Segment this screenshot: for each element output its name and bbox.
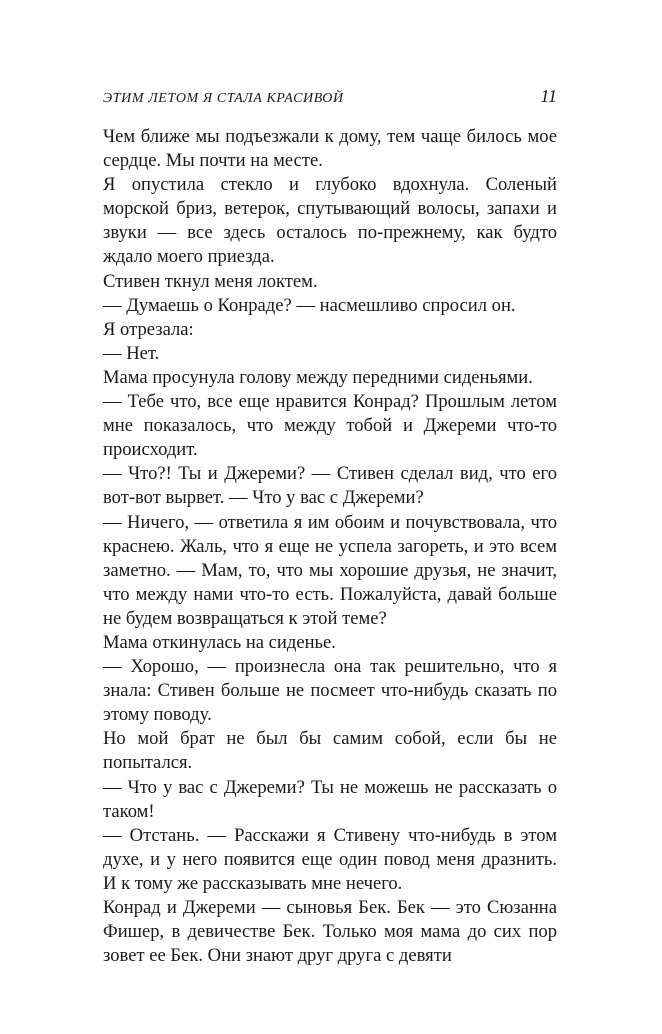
paragraph: — Думаешь о Конраде? — насмешливо спросил он.	[103, 294, 516, 316]
paragraph: Мама откинулась на сиденье.	[103, 631, 336, 653]
paragraph: Я отрезала:	[103, 318, 194, 340]
paragraph: — Что?! Ты и Джереми? — Стивен сделал вид, что его вот-вот вырвет. — Что у вас с Джереми?	[103, 463, 557, 509]
paragraph: Я опустила стекло и глубоко вдохнула. Соленый морской бриз, ветерок, спутывающий волосы, запахи и звуки — все здесь осталось по-прежнему, как будто ждало моего приезда.	[103, 174, 557, 268]
paragraph: — Тебе что, все еще нравится Конрад? Прошлым летом мне показалось, что между тобой и Джереми что-то происходит.	[103, 391, 557, 461]
paragraph: Мама просунула голову между передними сиденьями.	[103, 366, 533, 388]
body-text	[103, 125, 557, 968]
paragraph: Конрад и Джереми — сыновья Бек. Бек — это Сюзанна Фишер, в девичестве Бек. Только моя мама до сих пор зовет ее Бек. Они знают друг друга с девяти	[103, 897, 557, 967]
paragraph: — Ничего, — ответила я им обоим и почувствовала, что краснею. Жаль, что я еще не успела загореть, и это всем заметно. — Мам, то, что мы хорошие друзья, не значит, что между нами что-то есть. Пожалуйста, давай больше не будем возвращаться к этой теме?	[103, 511, 557, 629]
paragraph: Чем ближе мы подъезжали к дому, тем чаще билось мое сердце. Мы почти на месте.	[103, 126, 557, 172]
paragraph: — Хорошо, — произнесла она так решительно, что я знала: Стивен больше не посмеет что-нибудь сказать по этому поводу.	[103, 656, 557, 726]
running-title: ЭТИМ ЛЕТОМ Я СТАЛА КРАСИВОЙ	[103, 91, 344, 106]
paragraph: Но мой брат не был бы самим собой, если бы не попытался.	[103, 728, 557, 774]
paragraph: — Отстань. — Расскажи я Стивену что-нибудь в этом духе, и у него появится еще один повод меня дразнить. И к тому же рассказывать мне нечего.	[103, 824, 557, 894]
paragraph: — Что у вас с Джереми? Ты не можешь не рассказать о таком!	[103, 776, 557, 822]
page-header	[103, 86, 557, 107]
page-number: 11	[540, 86, 557, 106]
paragraph: Стивен ткнул меня локтем.	[103, 270, 318, 292]
paragraph: — Нет.	[103, 342, 160, 364]
